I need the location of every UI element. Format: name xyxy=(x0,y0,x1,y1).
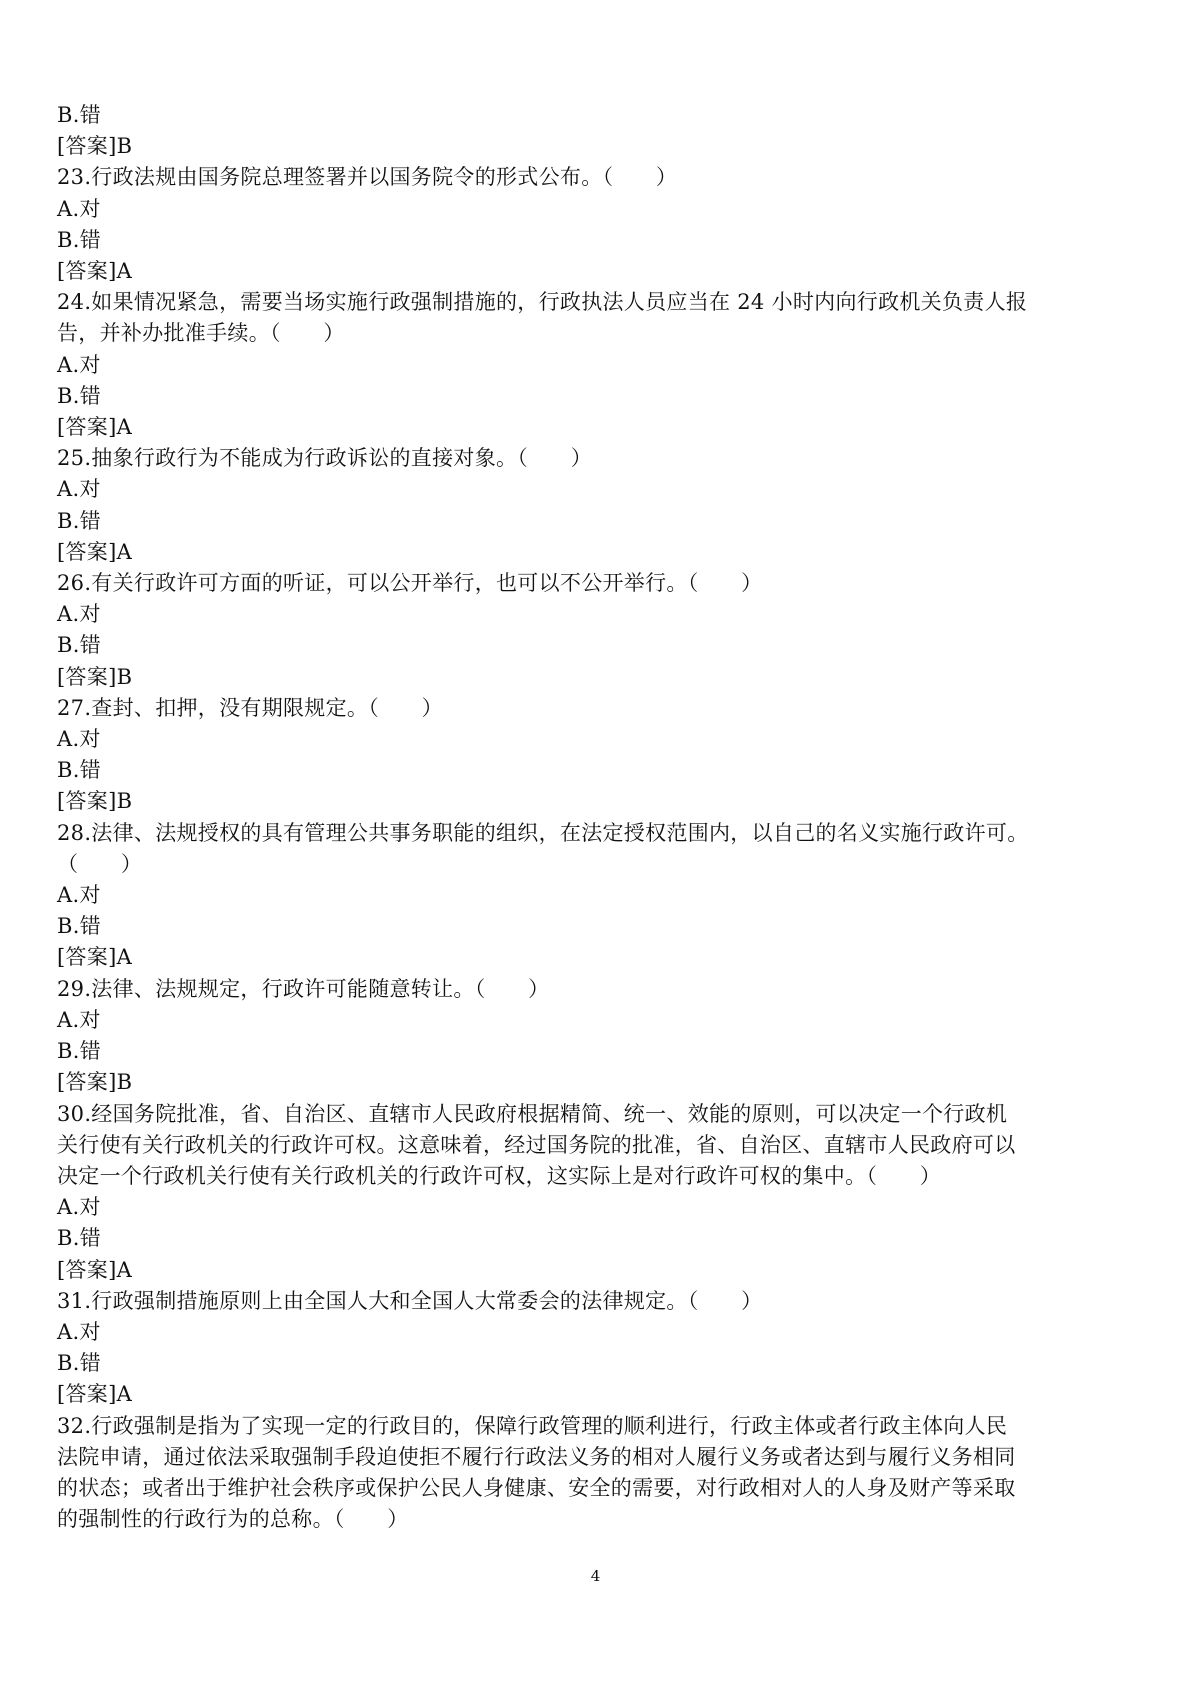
option-line: B.错 xyxy=(57,1351,102,1376)
question-text: 的强制性的行政行为的总称。（ ） xyxy=(57,1507,409,1532)
option-line: B.错 xyxy=(57,103,102,127)
option-line: A.对 xyxy=(57,602,101,627)
question-text: 法院申请，通过依法采取强制手段迫使拒不履行行政法义务的相对人履行义务或者达到与履行义务相同 xyxy=(57,1444,1016,1469)
option-line: B.错 xyxy=(57,914,102,939)
answer-line: [答案]A xyxy=(57,1382,133,1407)
answer-line: [答案]B xyxy=(57,134,133,159)
question-text: 26.有关行政许可方面的听证，可以公开举行，也可以不公开举行。（ ） xyxy=(57,571,763,596)
option-line: B.错 xyxy=(57,1039,102,1064)
question-text: 32.行政强制是指为了实现一定的行政目的，保障行政管理的顺利进行，行政主体或者行政主体向人民 xyxy=(57,1413,1008,1438)
option-line: B.错 xyxy=(57,227,102,252)
option-line: B.错 xyxy=(57,758,102,783)
question-text: （ ） xyxy=(57,851,143,876)
option-line: A.对 xyxy=(57,883,101,908)
answer-line: [答案]A xyxy=(57,1257,133,1282)
page-number: 4 xyxy=(590,1567,601,1585)
question-text: 24.如果情况紧急，需要当场实施行政强制措施的，行政执法人员应当在 24 小时内向行政机关负责人报 xyxy=(57,290,1028,315)
option-line: B.错 xyxy=(57,633,102,658)
question-list xyxy=(57,100,1142,1535)
option-line: B.错 xyxy=(57,508,102,533)
option-line: A.对 xyxy=(57,1319,101,1344)
question-text: 决定一个行政机关行使有关行政机关的行政许可权，这实际上是对行政许可权的集中。（ ） xyxy=(57,1163,942,1188)
question-text: 23.行政法规由国务院总理签署并以国务院令的形式公布。（ ） xyxy=(57,165,678,190)
answer-line: [答案]A xyxy=(57,945,133,970)
option-line: A.对 xyxy=(57,196,101,221)
answer-line: [答案]B xyxy=(57,1070,133,1095)
question-text: 28.法律、法规授权的具有管理公共事务职能的组织，在法定授权范围内，以自己的名义实施行政许可。 xyxy=(57,820,1029,845)
question-text: 29.法律、法规规定，行政许可能随意转让。（ ） xyxy=(57,976,550,1001)
answer-line: [答案]A xyxy=(57,415,133,440)
option-line: A.对 xyxy=(57,727,101,752)
option-line: A.对 xyxy=(57,1007,101,1032)
question-text: 告，并补办批准手续。（ ） xyxy=(57,321,345,346)
option-line: A.对 xyxy=(57,477,101,502)
answer-line: [答案]A xyxy=(57,539,133,564)
document-body xyxy=(57,100,1142,1535)
answer-line: [答案]B xyxy=(57,789,133,814)
option-line: A.对 xyxy=(57,352,101,377)
question-text: 31.行政强制措施原则上由全国人大和全国人大常委会的法律规定。（ ） xyxy=(57,1288,763,1313)
question-text: 27.查封、扣押，没有期限规定。（ ） xyxy=(57,695,443,720)
option-line: B.错 xyxy=(57,383,102,408)
answer-line: [答案]A xyxy=(57,259,133,284)
question-text: 关行使有关行政机关的行政许可权。这意味着，经过国务院的批准，省、自治区、直辖市人民政府可以 xyxy=(57,1132,1016,1157)
answer-line: [答案]B xyxy=(57,664,133,689)
question-text: 25.抽象行政行为不能成为行政诉讼的直接对象。（ ） xyxy=(57,446,592,471)
question-text: 30.经国务院批准，省、自治区、直辖市人民政府根据精简、统一、效能的原则，可以决定一个行政机 xyxy=(57,1101,1008,1126)
question-text: 的状态；或者出于维护社会秩序或保护公民人身健康、安全的需要，对行政相对人的人身及财产等采取 xyxy=(57,1475,1016,1500)
option-line: B.错 xyxy=(57,1226,102,1251)
option-line: A.对 xyxy=(57,1195,101,1220)
